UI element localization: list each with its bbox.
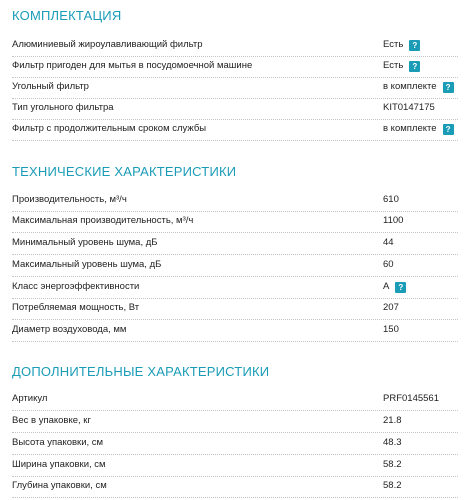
spec-row-package-width bbox=[12, 455, 458, 477]
spec-row-performance bbox=[12, 190, 458, 212]
spec-label: Потребляемая мощность, Вт bbox=[12, 302, 140, 313]
help-icon[interactable]: ? bbox=[409, 40, 420, 51]
spec-label: Минимальный уровень шума, дБ bbox=[12, 237, 158, 248]
spec-row-max-noise bbox=[12, 255, 458, 277]
spec-label: Угольный фильтр bbox=[12, 81, 89, 92]
help-icon[interactable]: ? bbox=[443, 82, 454, 93]
spec-value: 44 bbox=[383, 237, 394, 248]
section-title-tech: ТЕХНИЧЕСКИЕ ХАРАКТЕРИСТИКИ bbox=[12, 164, 237, 179]
spec-row-package-height bbox=[12, 433, 458, 455]
help-icon[interactable]: ? bbox=[395, 282, 406, 293]
spec-value: 150 bbox=[383, 324, 399, 335]
spec-row-energy-class bbox=[12, 277, 458, 299]
spec-label: Класс энергоэффективности bbox=[12, 281, 140, 292]
spec-value: 21.8 bbox=[383, 415, 402, 426]
spec-row-min-noise bbox=[12, 233, 458, 255]
spec-value: Есть ? bbox=[383, 60, 420, 72]
spec-value: 60 bbox=[383, 259, 394, 270]
spec-row-carbon-filter-type bbox=[12, 98, 458, 120]
spec-value: в комплекте ? bbox=[383, 81, 454, 93]
spec-value: 58.2 bbox=[383, 480, 402, 491]
spec-row-package-weight bbox=[12, 411, 458, 433]
spec-label: Максимальный уровень шума, дБ bbox=[12, 259, 162, 270]
spec-value: PRF0145561 bbox=[383, 393, 439, 404]
spec-row-long-life-filter bbox=[12, 119, 458, 141]
spec-label: Вес в упаковке, кг bbox=[12, 415, 91, 426]
spec-label: Глубина упаковки, см bbox=[12, 480, 107, 491]
spec-label: Фильтр с продолжительным сроком службы bbox=[12, 123, 207, 134]
spec-row-power bbox=[12, 298, 458, 320]
section-title-extra: ДОПОЛНИТЕЛЬНЫЕ ХАРАКТЕРИСТИКИ bbox=[12, 364, 270, 379]
spec-value: 58.2 bbox=[383, 459, 402, 470]
spec-label: Производительность, м³/ч bbox=[12, 194, 127, 205]
spec-label: Ширина упаковки, см bbox=[12, 459, 106, 470]
spec-label: Диаметр воздуховода, мм bbox=[12, 324, 127, 335]
spec-label: Алюминиевый жироулавливающий фильтр bbox=[12, 39, 203, 50]
spec-value: 207 bbox=[383, 302, 399, 313]
spec-value: A ? bbox=[383, 281, 406, 293]
spec-label: Артикул bbox=[12, 393, 48, 404]
spec-value: в комплекте ? bbox=[383, 123, 454, 135]
spec-label: Высота упаковки, см bbox=[12, 437, 104, 448]
spec-value: KIT0147175 bbox=[383, 102, 435, 113]
spec-row-carbon-filter bbox=[12, 77, 458, 99]
spec-value: 48.3 bbox=[383, 437, 402, 448]
spec-label: Фильтр пригоден для мытья в посудомоечной машине bbox=[12, 60, 253, 71]
spec-row-duct-diameter bbox=[12, 320, 458, 342]
section-title-komplektaciya: КОМПЛЕКТАЦИЯ bbox=[12, 8, 122, 23]
help-icon[interactable]: ? bbox=[409, 61, 420, 72]
help-icon[interactable]: ? bbox=[443, 124, 454, 135]
spec-row-dishwasher-safe bbox=[12, 56, 458, 78]
spec-label: Максимальная производительность, м³/ч bbox=[12, 215, 194, 226]
spec-value: Есть ? bbox=[383, 39, 420, 51]
spec-value: 1100 bbox=[383, 215, 404, 226]
spec-label: Тип угольного фильтра bbox=[12, 102, 114, 113]
spec-row-max-performance bbox=[12, 211, 458, 233]
spec-value: 610 bbox=[383, 194, 399, 205]
spec-row-package-depth bbox=[12, 476, 458, 498]
spec-row-article bbox=[12, 389, 458, 411]
spec-row-aluminum-filter bbox=[12, 35, 458, 57]
